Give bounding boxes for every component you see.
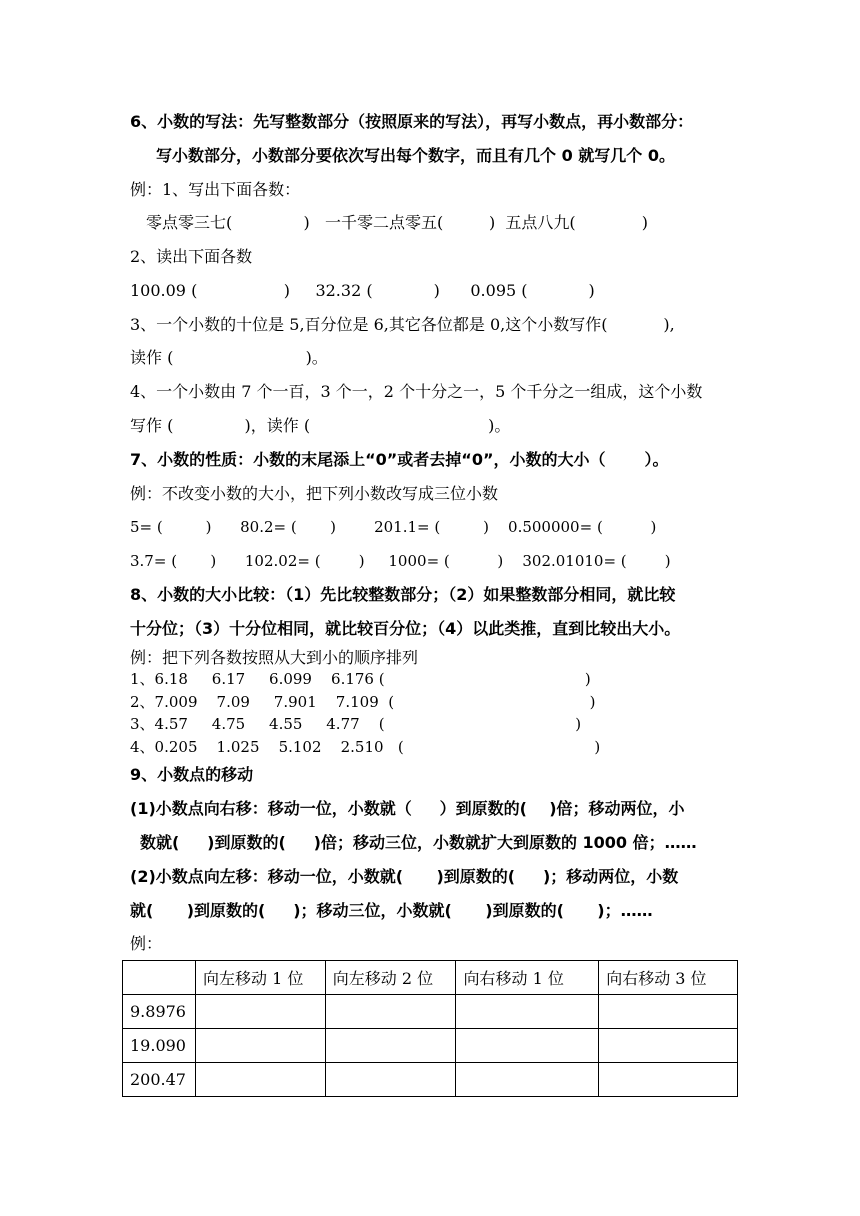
example-1-items: 零点零三七( ) 一千零二点零五( ) 五点八九( ) [146,213,648,232]
table-cell: 200.47 [123,1063,196,1097]
table-cell: 9.8976 [123,995,196,1029]
example-9-heading: 例： [130,934,163,953]
example-7-row2: 3.7= ( ) 102.02= ( ) 1000= ( ) 302.01010= ( ) [130,552,671,570]
section-9-rule2-line1: (2)小数点向左移：移动一位，小数就( )到原数的( )；移动两位，小数 [130,867,679,886]
table-cell[interactable] [599,995,738,1029]
table-cell[interactable] [325,995,456,1029]
example-8-heading: 例：把下列各数按照从大到小的顺序排列 [130,648,419,667]
table-cell[interactable] [325,1063,456,1097]
example-7-heading: 例：不改变小数的大小，把下列小数改写成三位小数 [130,484,499,503]
table-row [123,1029,738,1063]
table-header-cell [123,961,196,995]
example-7-row1: 5= ( ) 80.2= ( ) 201.1= ( ) 0.500000= ( ) [130,518,657,536]
example-8-row3: 3、4.57 4.75 4.55 4.77 ( ) [130,715,582,733]
example-4-line1: 4、一个小数由 7 个一百，3 个一，2 个十分之一，5 个千分之一组成，这个小数 [130,382,703,401]
table-cell[interactable] [195,1029,325,1063]
example-8-row2: 2、7.009 7.09 7.901 7.109 ( ) [130,693,596,711]
section-6-title: 6、小数的写法：先写整数部分（按照原来的写法），再写小数点，再小数部分： [130,112,694,131]
example-2-heading: 2、读出下面各数 [130,247,253,266]
section-7-title: 7、小数的性质：小数的末尾添上“0”或者去掉“0”，小数的大小（ ）。 [130,450,669,469]
section-8-line1: 8、小数的大小比较：（1）先比较整数部分；（2）如果整数部分相同，就比较 [130,585,676,604]
table-header-cell: 向右移动 1 位 [456,961,599,995]
table-header-cell: 向左移动 2 位 [325,961,456,995]
section-9-rule1-line2: 数就( )到原数的( )倍；移动三位，小数就扩大到原数的 1000 倍；…… [140,833,697,852]
table-cell[interactable] [325,1029,456,1063]
table-cell[interactable] [195,1063,325,1097]
section-9-rule1-line1: (1)小数点向右移：移动一位，小数就（ ）到原数的( )倍；移动两位，小 [130,799,685,818]
table-cell[interactable] [599,1029,738,1063]
table-cell[interactable] [456,1063,599,1097]
table-row [123,995,738,1029]
table-header-row [123,961,738,995]
example-4-line2: 写作 ( )，读作 ( )。 [130,416,511,435]
section-9-title: 9、小数点的移动 [130,765,254,784]
example-3-line1: 3、一个小数的十位是 5,百分位是 6,其它各位都是 0,这个小数写作( ), [130,315,675,334]
example-8-row1: 1、6.18 6.17 6.099 6.176 ( ) [130,670,591,688]
example-2-items: 100.09 ( ) 32.32 ( ) 0.095 ( ) [130,281,595,300]
table-cell[interactable] [195,995,325,1029]
table-header-cell: 向左移动 1 位 [195,961,325,995]
example-1-heading: 例：1、写出下面各数： [130,180,301,199]
decimal-shift-table [122,960,738,1097]
example-3-line2: 读作 ( )。 [130,348,328,367]
section-6-body: 写小数部分，小数部分要依次写出每个数字，而且有几个 0 就写几个 0。 [156,146,675,165]
section-8-line2: 十分位；（3）十分位相同，就比较百分位；（4）以此类推，直到比较出大小。 [130,619,681,638]
table-cell[interactable] [599,1063,738,1097]
section-9-rule2-line2: 就( )到原数的( )；移动三位，小数就( )到原数的( )；…… [130,901,653,920]
example-8-row4: 4、0.205 1.025 5.102 2.510 ( ) [130,738,601,756]
table-cell: 19.090 [123,1029,196,1063]
table-cell[interactable] [456,1029,599,1063]
table-header-cell: 向右移动 3 位 [599,961,738,995]
table-row [123,1063,738,1097]
table-cell[interactable] [456,995,599,1029]
